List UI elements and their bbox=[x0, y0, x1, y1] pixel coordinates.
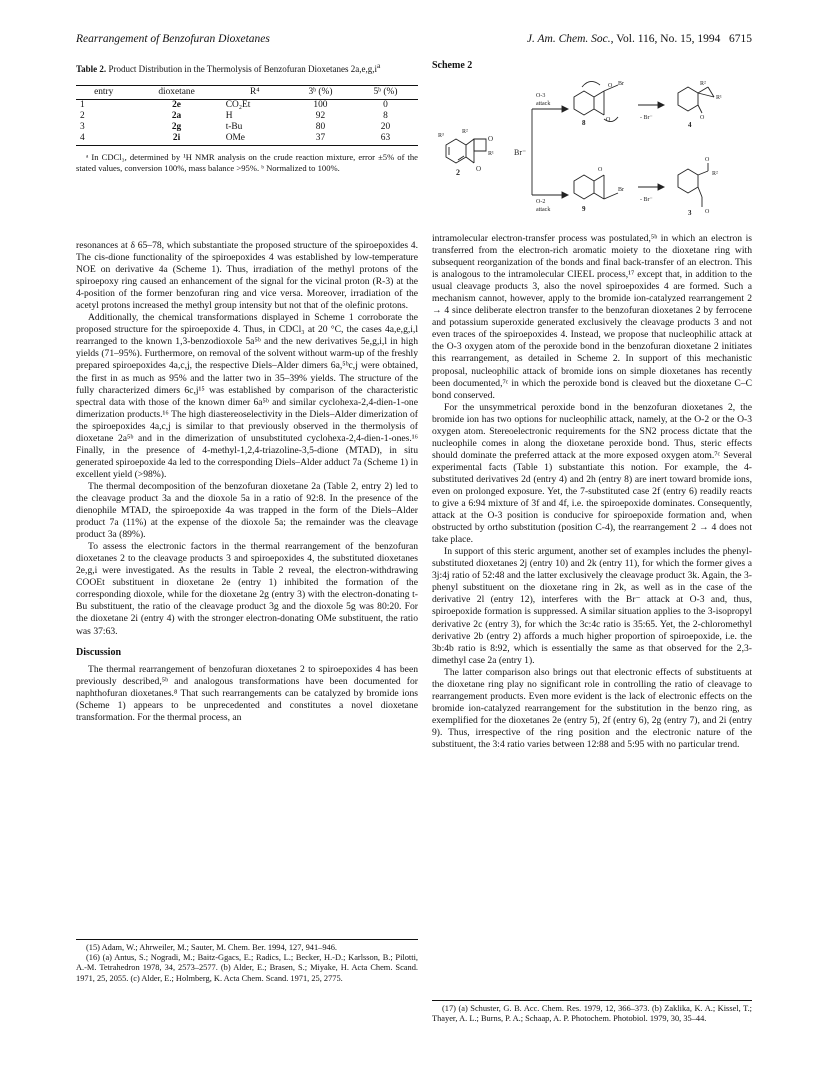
table-footnote-text: ᵃ In CDCl₃, determined by ¹H NMR analysis on the crude reaction mixture, error ±5% of the stated values, conversion 100%, mass balance >95%. ᵇ Normalized to 100%. bbox=[76, 152, 418, 173]
product4-r1: R¹ bbox=[716, 95, 722, 101]
intermediate-9-structure bbox=[574, 175, 618, 199]
cell-entry: 3 bbox=[80, 122, 85, 132]
table-row bbox=[76, 122, 418, 133]
cell-p5: 63 bbox=[353, 133, 418, 146]
compound-2-structure bbox=[446, 139, 486, 163]
paragraph: The thermal rearrangement of benzofuran dioxetanes 2 to spiroepoxides 4 has been previously described,⁵ᵇ and analogous transformations have been documented for naphthofuran dioxetanes.⁸ That such rearrangements can be catalyzed by bromide ions (Scheme 1) appears to be unprecedented and constitutes a novel dioxetane transformation. For the thermal process, an bbox=[76, 663, 418, 723]
minus-br-2: - Br⁻ bbox=[640, 197, 653, 203]
cell-p3: 37 bbox=[288, 133, 353, 146]
footnote: (17) (a) Schuster, G. B. Acc. Chem. Res. 1979, 12, 366–373. (b) Zaklika, K. A.; Kissel, T.; Thayer, A. L.; Burns, P. A.; Schaap, A. P. Photochem. Photobiol. 1979, 30, 35–44. bbox=[432, 1004, 752, 1024]
table-row bbox=[76, 111, 418, 122]
o3-attack-label: O-3 bbox=[536, 93, 546, 99]
right-column bbox=[432, 233, 752, 751]
r2-label: R² bbox=[462, 129, 468, 135]
product-4-label: 4 bbox=[688, 121, 692, 129]
paragraph: In support of this steric argument, another set of examples includes the phenyl-substituted dioxetanes 2j (entry 10) and 2k (entry 11), for which the former gives a 3j:4j ratio of 52:48 and the latter exclusively the cleavage product 3k. Again, the 3-phenyl substituent on the dioxetane ring in 2k, as well as in the case of the derivative 2l (entry 12), interferes with the Br⁻ attack at O-3 and, thus, spiroepoxide formation is suppressed. A similar situation applies to the 3-isopropyl derivative 2c (entry 3), for which the 3c:4c ratio is 35:65. Yet, the 2-chloromethyl derivative 2b (entry 2) affords a much higher proportion of spiroepoxide, i.e. the 3b:4b ratio is 8:92, which is essentially the same as that observed for the 2,3-dimethyl case 2a (entry 1). bbox=[432, 546, 752, 666]
o2-attack-word: attack bbox=[536, 207, 551, 213]
cell-p3: 100 bbox=[313, 100, 328, 110]
svg-text:O: O bbox=[488, 135, 494, 143]
left-column bbox=[76, 240, 418, 724]
table-footnote bbox=[76, 152, 418, 173]
scheme-2-diagram bbox=[432, 75, 752, 227]
cell-p5: 0 bbox=[383, 100, 388, 110]
cell-p5: 8 bbox=[383, 111, 388, 121]
svg-text:O: O bbox=[598, 167, 603, 173]
paragraph: intramolecular electron-transfer process was postulated,⁵ᵇ in which an electron is transferred from the electron-rich aromatic moiety to the dioxetane ring with subsequent reorganization of the bonds and final back-transfer of an electron. This is analogous to the intramolecular CIEEL process,¹⁷ except that, in addition to the usual cleavage products 3, also the novel spiroepoxides 4 are formed. Such a mechanism cannot, however, apply to the bromide ion-catalyzed rearrangement 2 → 4 since deliberate electron transfer to the benzofuran dioxetanes 2 by ferrocene and potassium superoxide generated exclusively the cleavage products 3 and not even traces of the spiroepoxides 4. Instead, we propose that nucleophilic attack at the O-3 oxygen atom of the peroxide bond in the benzofuran dioxetane 2 initiates this rearrangement, as detailed in Scheme 2. In support of this mechanistic proposal, nucleophilic attack of bromide ions on simple dioxetanes has recently been documented,⁷ᶜ in which the peroxide bond is cleaved but the dioxetane C–C bond conserved. bbox=[432, 233, 752, 401]
cell-entry: 2 bbox=[80, 111, 85, 121]
footnote: (15) Adam, W.; Ahrweiler, M.; Sauter, M. Chem. Ber. 1994, 127, 941–946. bbox=[86, 943, 338, 952]
footnote-divider bbox=[76, 939, 418, 940]
svg-text:O: O bbox=[705, 157, 710, 163]
paragraph: Additionally, the chemical transformations displayed in Scheme 1 corroborate the proposed structure for the spiroepoxide 4. Thus, in CDCl₃ at 20 °C, the cases 4a,e,g,i,l rearranged to the known 1,3-benzodioxole 5a⁵ᵇ and the new derivatives 5e,g,i,l in high yields (71–95%). Furthermore, on removal of the solvent without warm-up of the freshly prepared spiroepoxides 4a,c,j, the respective Diels–Alder dimers 6a,⁵ᵇc,j were obtained, the first in as much as 95% and the latter two in 35–39% yields. The structure of the fully characterized dimers 6c,j¹⁵ was established by comparison of the characteristic spectral data with those of the known dimer 6a⁵ᵇ and similar cyclohexa-2,4-dien-1-one dimerization products.¹⁶ The high diastereoselectivity in the Diels–Alder dimerization of the spiroepoxides 4a,c,j is similar to that previously observed in the thermolysis of dioxetane 2a⁵ᵇ and in the dimerization of unsubstituted cyclohexa-2,4-dien-1-ones.¹⁶ Finally, in the presence of 4-methyl-1,2,4-triazoline-3,5-dione (MTAD), in situ generated spiroepoxide 4a led to the corresponding Diels–Alder adduct 7a (Scheme 1) in excellent yield (>98%). bbox=[76, 312, 418, 480]
table-row bbox=[76, 133, 418, 146]
r3-label: R³ bbox=[438, 133, 444, 139]
footnote-divider bbox=[432, 1000, 752, 1001]
cell-dioxetane: 2i bbox=[131, 133, 221, 146]
svg-text:O: O bbox=[476, 165, 482, 173]
table-caption-label: Table 2. bbox=[76, 64, 107, 74]
running-header-title: Rearrangement of Benzofuran Dioxetanes bbox=[76, 33, 270, 45]
svg-text:Br: Br bbox=[618, 187, 624, 193]
cell-r4: t-Bu bbox=[225, 122, 243, 132]
cell-dioxetane: 2e bbox=[172, 100, 181, 110]
table-row bbox=[76, 100, 418, 112]
o2-attack-label: O-2 bbox=[536, 199, 546, 205]
col-header: 3ᵇ (%) bbox=[288, 86, 353, 100]
cell-entry: 4 bbox=[76, 133, 131, 146]
product4-r2: R² bbox=[700, 81, 706, 87]
col-header: entry bbox=[76, 86, 131, 100]
col-header: R⁴ bbox=[222, 86, 288, 100]
cell-dioxetane: 2a bbox=[171, 111, 182, 121]
cell-r4: CO₂Et bbox=[225, 100, 251, 110]
running-header-journal bbox=[470, 33, 752, 45]
cell-p3: 92 bbox=[315, 111, 326, 121]
page-number: 6715 bbox=[729, 33, 752, 45]
table-caption-text: Product Distribution in the Thermolysis of Benzofuran Dioxetanes 2a,e,g,i bbox=[108, 64, 377, 74]
cell-p3: 80 bbox=[315, 122, 326, 132]
footnotes-right bbox=[432, 1004, 752, 1024]
intermediate-8-label: 8 bbox=[582, 119, 586, 127]
section-heading-discussion: Discussion bbox=[76, 646, 122, 658]
journal-volume: Vol. 116, No. 15, 1994 bbox=[616, 33, 721, 45]
col-header: 5ᵇ (%) bbox=[353, 86, 418, 100]
scheme-title: Scheme 2 bbox=[432, 60, 473, 71]
o3-attack-word: attack bbox=[536, 101, 551, 107]
paragraph: For the unsymmetrical peroxide bond in the benzofuran dioxetanes 2, the bromide ion has two options for nucleophilic attack, namely, at the O-2 or the O-3 oxygen atom. Stereoelectronic requirements for the SN2 process dictate that the nucleophile comes in along the dioxetane peroxide bond. Thus, steric effects should dominate the preferred attack at the more exposed oxygen atom.⁷ᶜ Several experimental facts (Table 1) substantiate this notion. For example, the 4-substituted derivatives 2d (entry 4) and 2h (entry 8) are inert toward bromide ions, even on prolonged exposure. Yet, the 7-substituted case 2f (entry 6) readily reacts to give a 6:94 mixture of 3f and 4f, i.e. the spiroepoxide dominates. Consequently, attack at the O-3 position is conducive for spiroepoxide formation and, when obstructed by ortho substitution (position C-4), the rearrangement 2 → 4 does not take place. bbox=[432, 401, 752, 546]
spiroepoxide-4-structure bbox=[678, 87, 714, 113]
product-3-label: 3 bbox=[688, 209, 692, 217]
cell-r4: H bbox=[225, 111, 233, 121]
table-header-row bbox=[76, 86, 418, 100]
cleavage-product-3-structure bbox=[678, 163, 708, 207]
svg-text:Br: Br bbox=[618, 81, 624, 87]
svg-text:O: O bbox=[700, 115, 705, 121]
product-distribution-table bbox=[76, 85, 418, 146]
product3-r2: R² bbox=[712, 171, 718, 177]
footnote: (16) (a) Antus, S.; Nogradi, M.; Baitz-Ggacs, E.; Radics, L.; Becker, H.-D.; Karlsson, B.; Pilotti, A.-M. Tetrahedron 1978, 34, 2573–2577. (b) Alder, E.; Brasen, S.; Miyake, H. Acta Chem. Scand. 1971, 25, 2055. (c) Alder, E.; Holmberg, K. Acta Chem. Scand. 1971, 25, 2775. bbox=[76, 953, 418, 983]
paragraph: resonances at δ 65–78, which substantiate the proposed structure of the spiroepoxides 4. The cis-dione functionality of the spiroepoxides 4 was established by low-temperature NOE on derivative 4a (Scheme 1). Thus, irradiation of the methyl protons of the spiroepoxy ring caused an enhancement of the signal for the vicinal proton (R-3) at the 4-position of the former benzofuran ring and vice versa. Moreover, irradiation of the acetyl protons increased the methyl group intensity but not that of the olefinic protons. bbox=[76, 240, 418, 312]
r1-label: R¹ bbox=[488, 151, 494, 157]
cell-r4: OMe bbox=[222, 133, 288, 146]
paragraph: To assess the electronic factors in the thermal rearrangement of the benzofuran dioxetanes 2 to the cleavage products 3 and spiroepoxides 4, the substituted dioxetanes 2e,g,i were investigated. As the results in Table 2 reveal, the electron-withdrawing COOEt substituent in dioxetane 2e (entry 1) inhibited the formation of the corresponding dioxole, while for the dioxetane 2g (entry 3) with the electron-donating t-Bu substituent, the ratio of the cleavage product 3g and the dioxole 5g was 80:20. For the dioxetane 2i (entry 4) with the stronger electron-donating OMe substituent, the ratio was 37:63. bbox=[76, 541, 418, 637]
minus-br-1: - Br⁻ bbox=[640, 115, 653, 121]
table-caption bbox=[76, 60, 418, 75]
footnotes-left bbox=[76, 943, 418, 984]
cell-p5: 20 bbox=[380, 122, 391, 132]
paragraph: The latter comparison also brings out that electronic effects of substituents at the dioxetane ring play no significant role in controlling the ratio of cleavage to rearrangement products. Even more evident is the lack of electronic effects on the bromide ion-catalyzed rearrangement for the substitution in the benzo ring, as exemplified for the dioxetanes 2e (entry 5), 2f (entry 6), 2g (entry 7), and 2i (entry 9). Thus, irrespective of the ring position and the electronic nature of the substituent, the 3:4 ratio varies between 12:88 and 5:95 with no particular trend. bbox=[432, 666, 752, 750]
journal-name: J. Am. Chem. Soc., bbox=[526, 33, 614, 45]
paragraph: The thermal decomposition of the benzofuran dioxetane 2a (Table 2, entry 2) led to the cleavage product 3a and the dioxole 5a in a ratio of 92:8. In the presence of the dienophile MTAD, the spiroepoxide 4a was trapped in the form of the Diels–Alder product 7a (11%) at the expense of the dioxole 5a; the remainder was the cleavage product 3a (89%). bbox=[76, 480, 418, 541]
cell-entry: 1 bbox=[80, 100, 85, 110]
bromide-label: Br⁻ bbox=[514, 148, 527, 157]
svg-text:O: O bbox=[608, 83, 613, 89]
svg-text:O: O bbox=[705, 209, 710, 215]
cell-dioxetane: 2g bbox=[171, 122, 182, 132]
col-header: dioxetane bbox=[131, 86, 221, 100]
intermediate-9-label: 9 bbox=[582, 205, 586, 213]
svg-text:O: O bbox=[606, 117, 611, 123]
table-caption-sup: a bbox=[376, 61, 381, 70]
compound-2-label: 2 bbox=[456, 168, 460, 177]
